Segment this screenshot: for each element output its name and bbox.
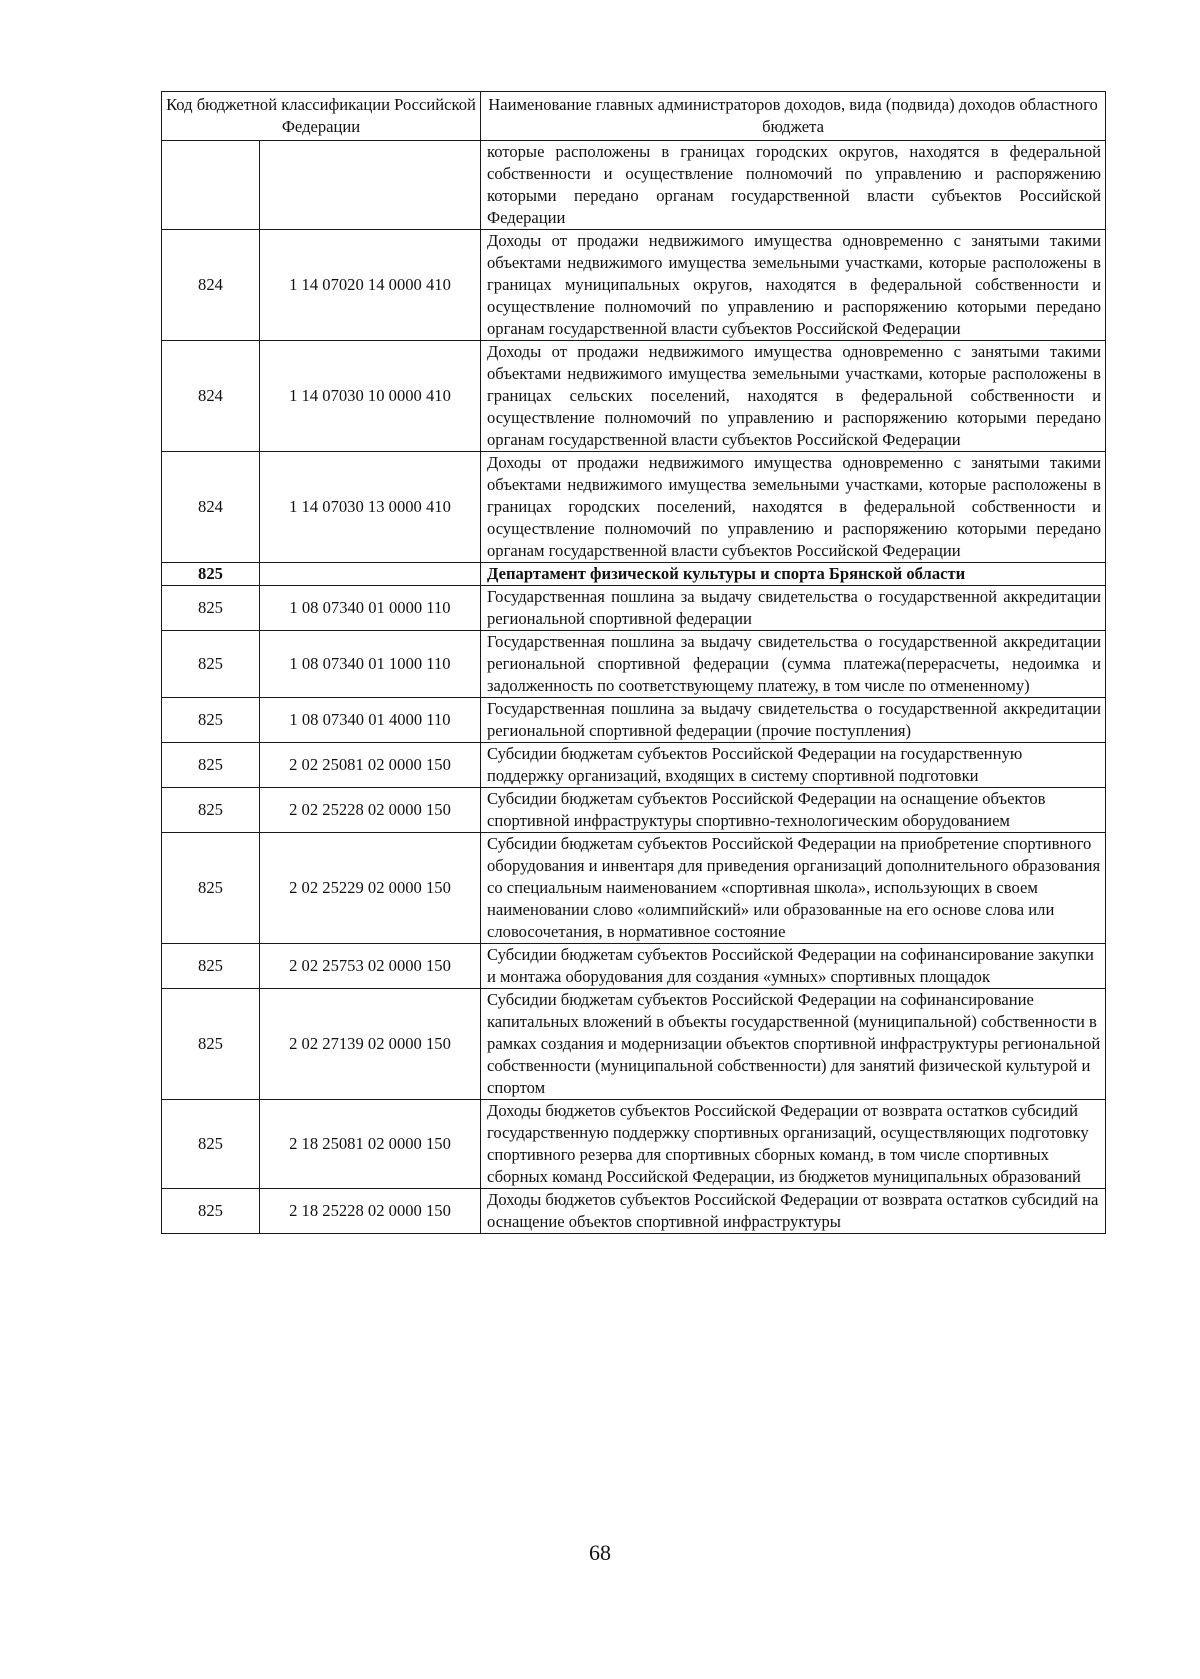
table-row [162,141,1106,230]
department-row [162,563,1106,586]
revenue-name-cell: Субсидии бюджетам субъектов Российской Федерации на государственную поддержку организаций, входящих в систему спортивной подготовки [481,743,1106,788]
admin-code-cell: 825 [162,833,260,944]
admin-code-cell: 825 [162,788,260,833]
admin-code-cell: 824 [162,452,260,563]
admin-code-cell [162,141,260,230]
admin-code-cell: 825 [162,586,260,631]
revenue-code-cell: 2 02 25229 02 0000 150 [260,833,481,944]
revenue-name-cell: Доходы от продажи недвижимого имущества одновременно с занятыми такими объектами недвижимого имущества земельными участками, которые расположены в границах сельских поселений, находятся в федеральной собственности и осуществление полномочий по управлению и распоряжению которыми передано органам государственной власти субъектов Российской Федерации [481,341,1106,452]
admin-code-cell: 824 [162,230,260,341]
revenue-name-cell: которые расположены в границах городских округов, находятся в федеральной собственности и осуществление полномочий по управлению и распоряжению которыми передано органам государственной власти субъектов Российской Федерации [481,141,1106,230]
admin-code-cell: 825 [162,1189,260,1234]
table-row [162,1100,1106,1189]
revenue-code-cell: 1 14 07030 10 0000 410 [260,341,481,452]
revenue-name-cell: Доходы от продажи недвижимого имущества одновременно с занятыми такими объектами недвижимого имущества земельными участками, которые расположены в границах муниципальных округов, находятся в федеральной собственности и осуществление полномочий по управлению и распоряжению которыми передано органам государственной власти субъектов Российской Федерации [481,230,1106,341]
table-row [162,1189,1106,1234]
department-name-cell: Департамент физической культуры и спорта Брянской области [481,563,1106,586]
revenue-code-cell: 2 18 25081 02 0000 150 [260,1100,481,1189]
table-row [162,743,1106,788]
table-row [162,230,1106,341]
table-row [162,631,1106,698]
admin-code-cell: 825 [162,698,260,743]
admin-code-cell: 824 [162,341,260,452]
revenue-name-cell: Субсидии бюджетам субъектов Российской Федерации на оснащение объектов спортивной инфраструктуры спортивно-технологическим оборудованием [481,788,1106,833]
header-budget-code: Код бюджетной классификации Российской Федерации [162,92,481,141]
admin-code-cell: 825 [162,989,260,1100]
revenue-name-cell: Субсидии бюджетам субъектов Российской Федерации на софинансирование закупки и монтажа оборудования для создания «умных» спортивных площадок [481,944,1106,989]
revenue-code-cell: 2 02 25228 02 0000 150 [260,788,481,833]
revenue-code-cell: 2 02 25081 02 0000 150 [260,743,481,788]
admin-code-cell: 825 [162,563,260,586]
table-row [162,788,1106,833]
revenue-name-cell: Субсидии бюджетам субъектов Российской Федерации на приобретение спортивного оборудования и инвентаря для приведения организаций дополнительного образования со специальным наименованием «спортивная школа», использующих в своем наименовании слово «олимпийский» или образованные на его основе слова или словосочетания, в нормативное состояние [481,833,1106,944]
header-revenue-name: Наименование главных администраторов доходов, вида (подвида) доходов областного бюджета [481,92,1106,141]
revenue-code-cell [260,563,481,586]
table-row [162,944,1106,989]
table-row [162,452,1106,563]
budget-classification-table [161,91,1106,1234]
admin-code-cell: 825 [162,743,260,788]
revenue-name-cell: Субсидии бюджетам субъектов Российской Федерации на софинансирование капитальных вложений в объекты государственной (муниципальной) собственности в рамках создания и модернизации объектов спортивной инфраструктуры региональной собственности (муниципальной собственности) для занятий физической культурой и спортом [481,989,1106,1100]
revenue-code-cell: 1 08 07340 01 1000 110 [260,631,481,698]
table-row [162,341,1106,452]
table-row [162,586,1106,631]
page-number: 68 [589,1540,611,1565]
admin-code-cell: 825 [162,631,260,698]
table-row [162,833,1106,944]
revenue-code-cell: 1 08 07340 01 0000 110 [260,586,481,631]
revenue-code-cell: 2 02 27139 02 0000 150 [260,989,481,1100]
table-header-row [162,92,1106,141]
revenue-name-cell: Государственная пошлина за выдачу свидетельства о государственной аккредитации региональной спортивной федерации [481,586,1106,631]
revenue-name-cell: Доходы бюджетов субъектов Российской Федерации от возврата остатков субсидий государственную поддержку спортивных организаций, осуществляющих подготовку спортивного резерва для спортивных сборных команд, в том числе спортивных сборных команд Российской Федерации, из бюджетов муниципальных образований [481,1100,1106,1189]
revenue-code-cell: 2 02 25753 02 0000 150 [260,944,481,989]
admin-code-cell: 825 [162,944,260,989]
revenue-name-cell: Доходы от продажи недвижимого имущества одновременно с занятыми такими объектами недвижимого имущества земельными участками, которые расположены в границах городских поселений, находятся в федеральной собственности и осуществление полномочий по управлению и распоряжению которыми передано органам государственной власти субъектов Российской Федерации [481,452,1106,563]
revenue-name-cell: Государственная пошлина за выдачу свидетельства о государственной аккредитации региональной спортивной федерации (прочие поступления) [481,698,1106,743]
revenue-name-cell: Доходы бюджетов субъектов Российской Федерации от возврата остатков субсидий на оснащение объектов спортивной инфраструктуры [481,1189,1106,1234]
revenue-code-cell: 2 18 25228 02 0000 150 [260,1189,481,1234]
revenue-code-cell [260,141,481,230]
revenue-code-cell: 1 08 07340 01 4000 110 [260,698,481,743]
revenue-code-cell: 1 14 07030 13 0000 410 [260,452,481,563]
revenue-name-cell: Государственная пошлина за выдачу свидетельства о государственной аккредитации региональной спортивной федерации (сумма платежа(перерасчеты, недоимка и задолженность по соответствующему платежу, в том числе по отмененному) [481,631,1106,698]
admin-code-cell: 825 [162,1100,260,1189]
revenue-code-cell: 1 14 07020 14 0000 410 [260,230,481,341]
table-row [162,698,1106,743]
table-row [162,989,1106,1100]
